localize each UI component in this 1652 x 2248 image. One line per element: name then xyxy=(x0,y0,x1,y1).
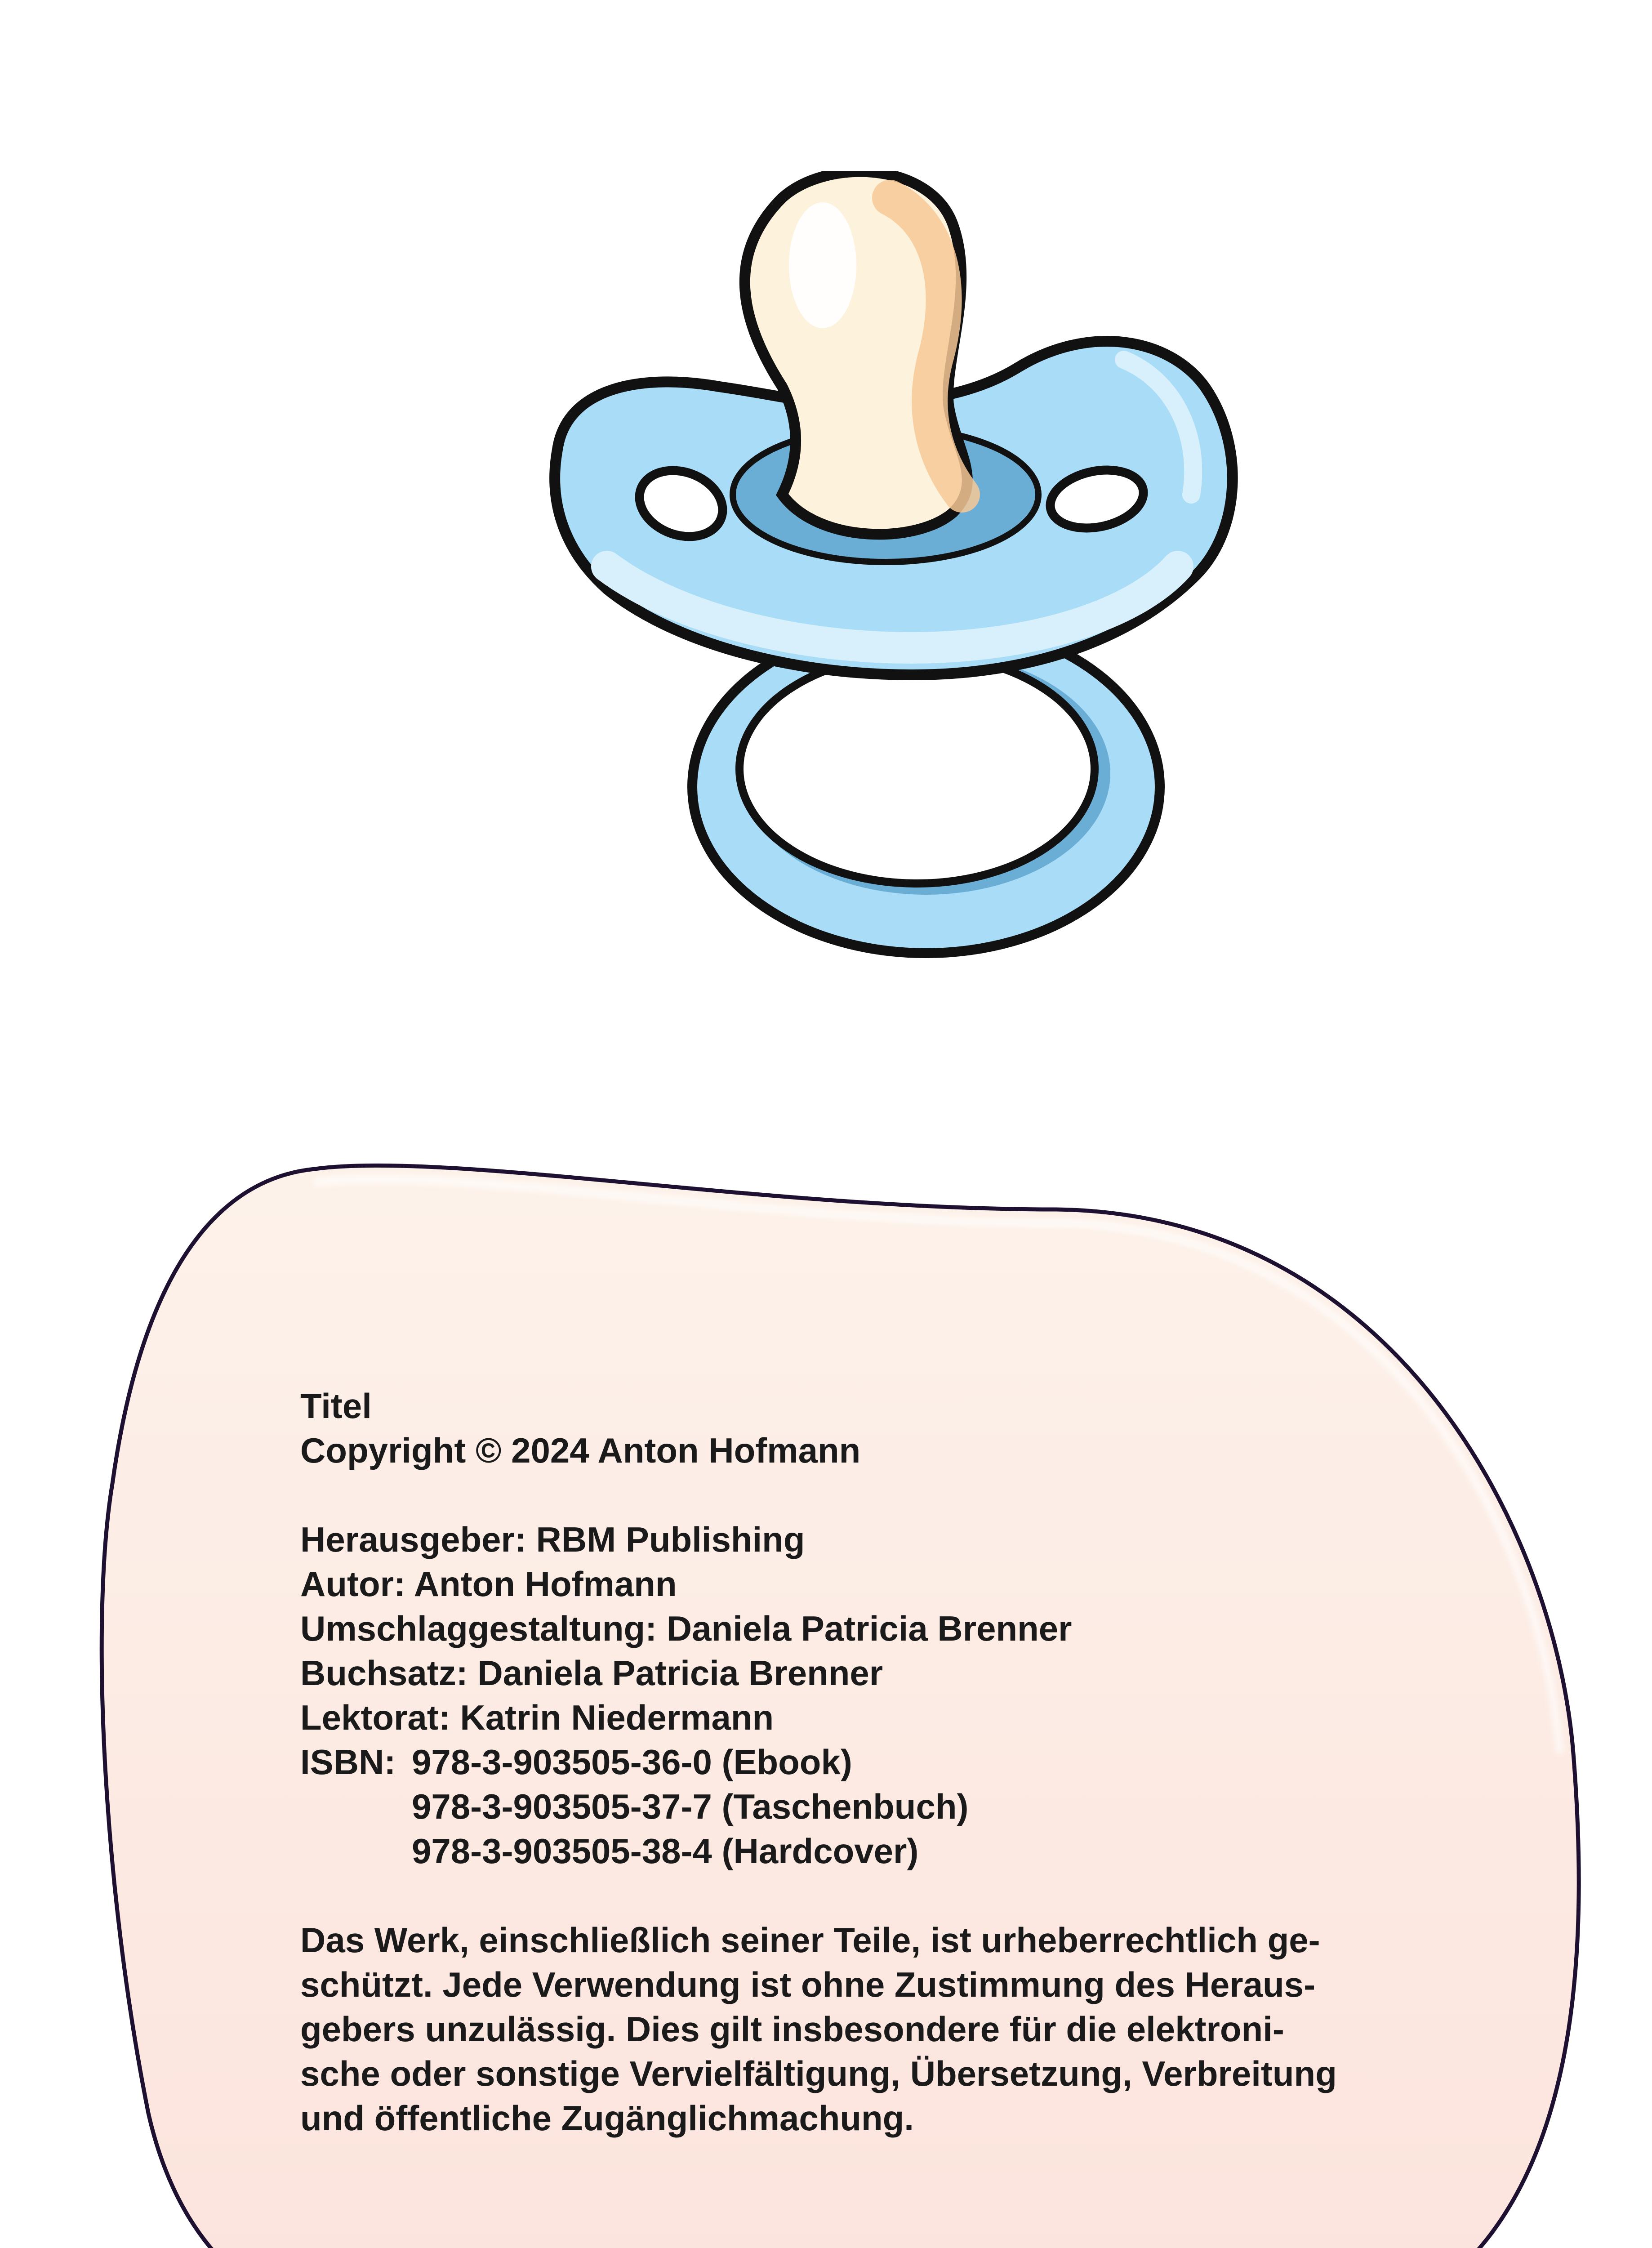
typesetting-line: Buchsatz: Daniela Patricia Brenner xyxy=(300,1653,883,1693)
isbn-label: ISBN: xyxy=(300,1742,396,1782)
imprint-text xyxy=(300,1384,1424,2141)
legal-notice-line-3: gebers unzulässig. Dies gilt insbesondere für die elektroni- xyxy=(300,2009,1284,2049)
legal-notice-line-1: Das Werk, einschließlich seiner Teile, ist urheberrechtlich ge- xyxy=(300,1920,1320,1960)
isbn-ebook: 978-3-903505-36-0 (Ebook) xyxy=(412,1742,852,1782)
editing-line: Lektorat: Katrin Niedermann xyxy=(300,1698,774,1737)
publisher-line: Herausgeber: RBM Publishing xyxy=(300,1520,805,1559)
isbn-paperback: 978-3-903505-37-7 (Taschenbuch) xyxy=(412,1787,969,1826)
author-line: Autor: Anton Hofmann xyxy=(300,1564,677,1604)
isbn-hardcover: 978-3-903505-38-4 (Hardcover) xyxy=(412,1831,919,1871)
cover-design-line: Umschlaggestaltung: Daniela Patricia Brenner xyxy=(300,1609,1072,1648)
isbn-row-paperback xyxy=(300,1784,1424,1829)
legal-notice-line-2: schützt. Jede Verwendung ist ohne Zustimmung des Heraus- xyxy=(300,1965,1316,2004)
copyright-line: Copyright © 2024 Anton Hofmann xyxy=(300,1431,861,1470)
pacifier-illustration xyxy=(530,171,1259,980)
legal-notice-line-4: sche oder sonstige Vervielfältigung, Übersetzung, Verbreitung xyxy=(300,2054,1337,2093)
book-title: Titel xyxy=(300,1386,372,1426)
isbn-row-hardcover xyxy=(300,1829,1424,1873)
isbn-row-ebook xyxy=(300,1740,1424,1784)
legal-notice-line-5: und öffentliche Zugänglichmachung. xyxy=(300,2098,914,2138)
